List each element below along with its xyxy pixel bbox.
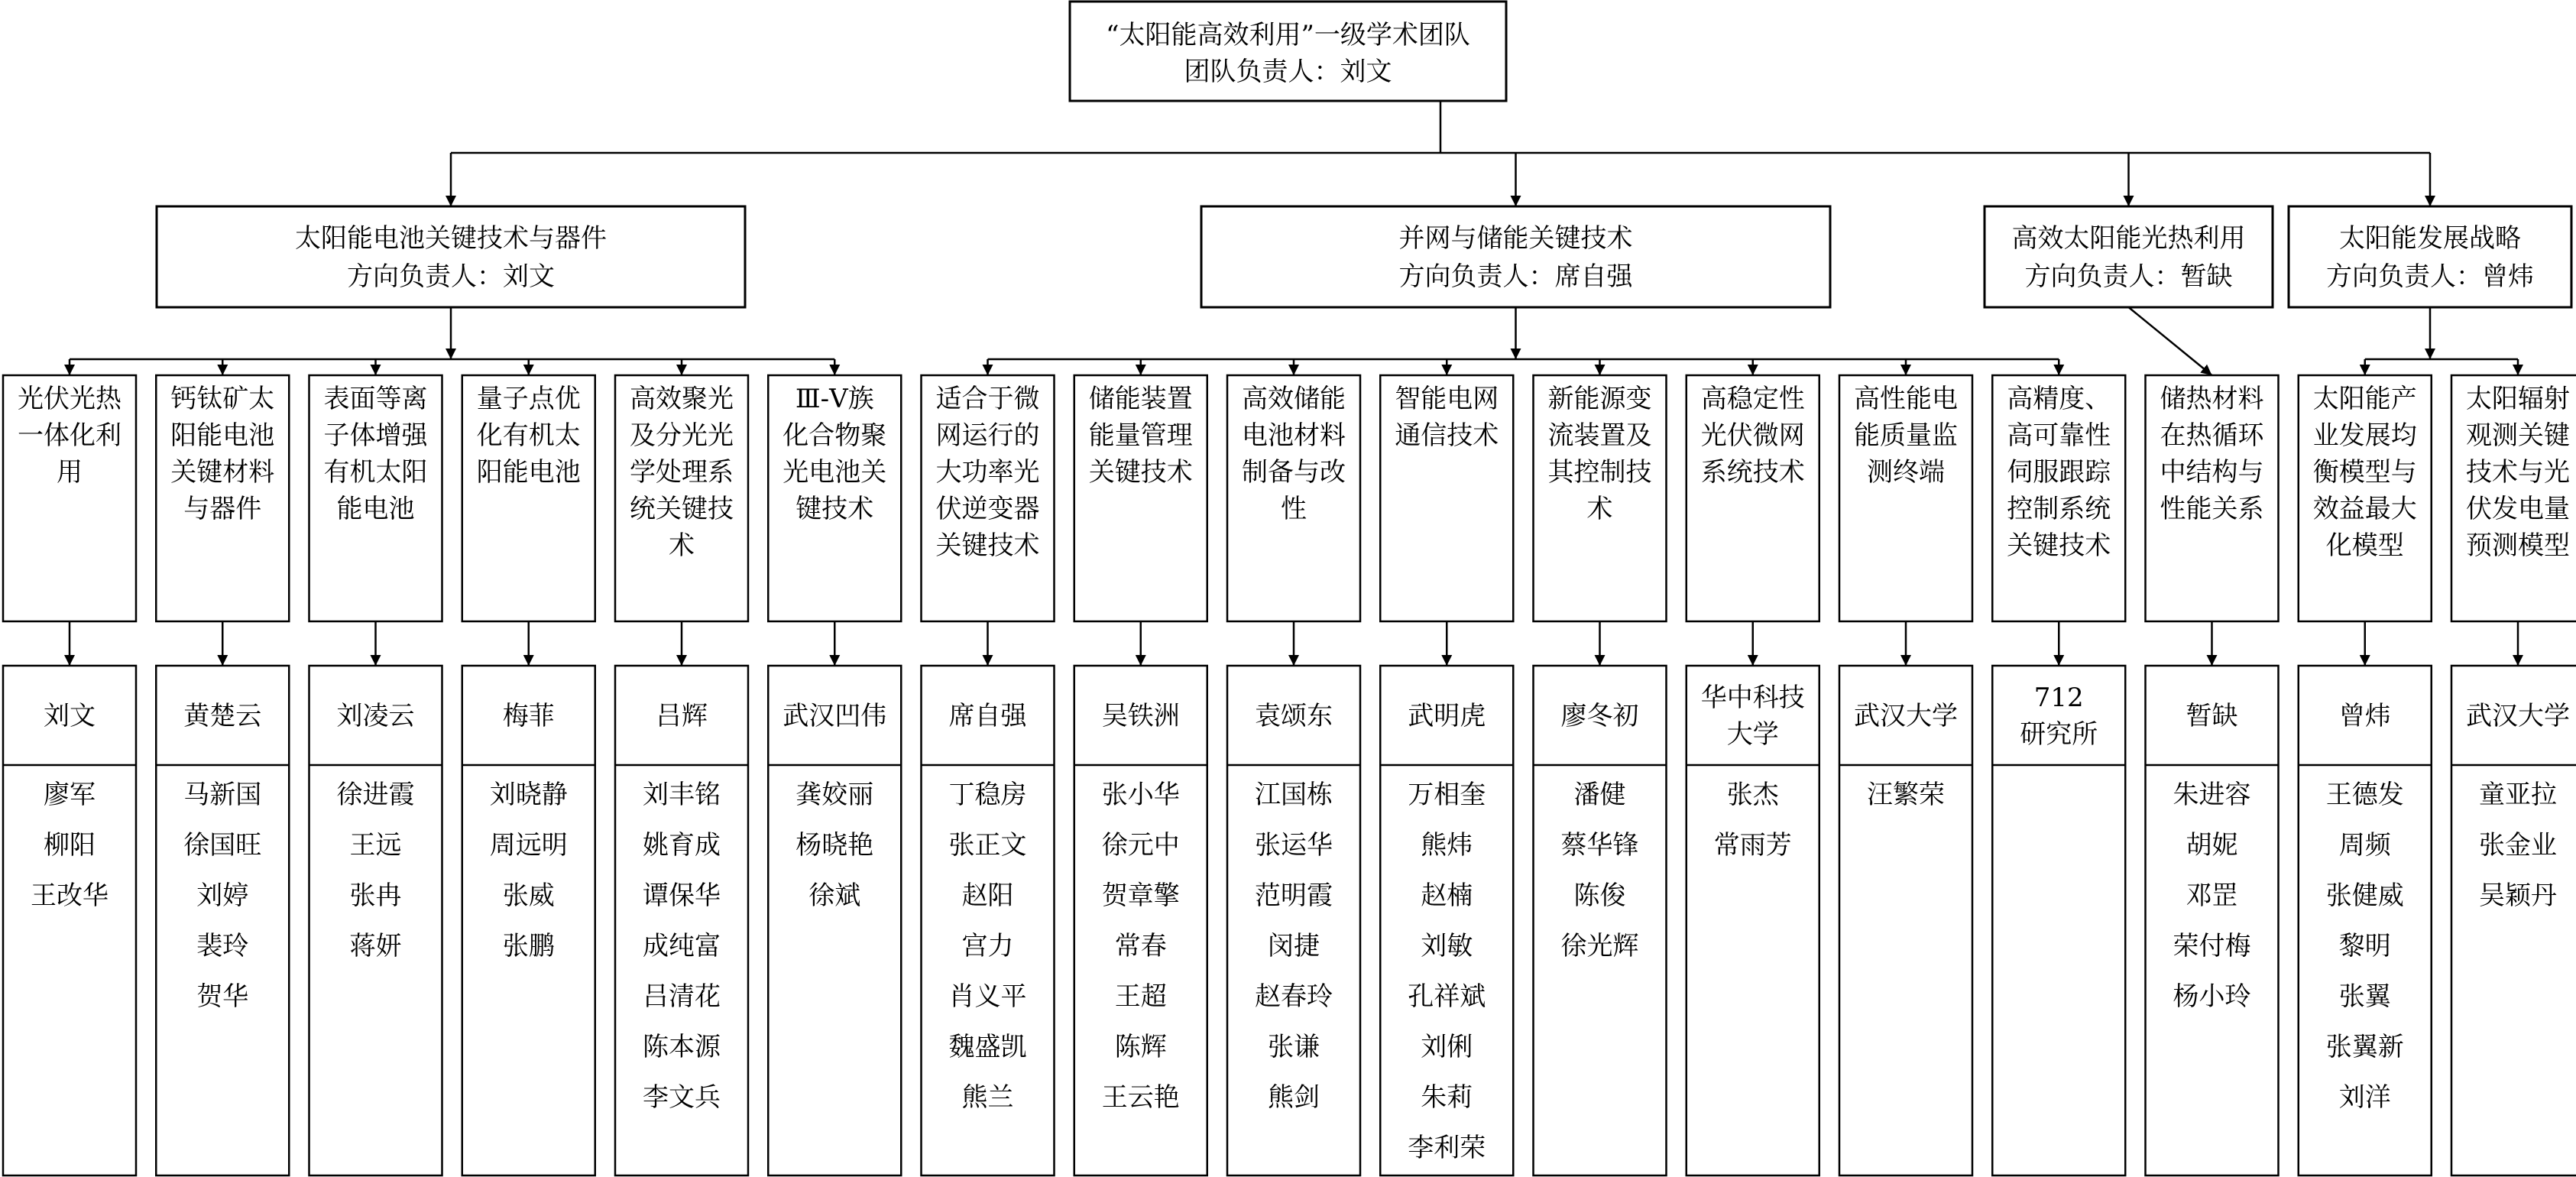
direction-nodes: [157, 206, 2571, 307]
member-name: 魏盛凯: [948, 1032, 1027, 1062]
member-box: [1534, 666, 1667, 1175]
member-name: 徐进霞: [336, 780, 415, 810]
member-name: 胡妮: [2186, 830, 2238, 861]
member-name: 赵阳: [961, 880, 1014, 911]
member-name: 常雨芳: [1713, 830, 1792, 861]
topic-title-line: 化合物聚: [783, 420, 887, 451]
member-name: 贺华: [196, 981, 249, 1012]
member-name: 潘健: [1573, 780, 1626, 810]
member-name: 刘丰铭: [643, 780, 721, 810]
topic-column-9: [1227, 375, 1360, 1175]
topic-title-line: 与器件: [183, 494, 262, 524]
topic-lead: 吴铁洲: [1101, 701, 1180, 731]
direction-title: 太阳能发展战略: [2339, 223, 2521, 254]
topic-title-line: 伏发电量: [2466, 494, 2570, 524]
topic-title-line: 阳能电池: [476, 457, 581, 488]
member-name: 陈辉: [1114, 1032, 1167, 1062]
member-box: [3, 666, 136, 1175]
member-name: 熊炜: [1421, 830, 1473, 861]
topic-title-line: 智能电网: [1395, 384, 1499, 414]
topic-lead: 刘凌云: [336, 701, 415, 731]
member-name: 张翼: [2338, 981, 2391, 1012]
topic-title-line: 化模型: [2325, 530, 2404, 561]
topic-title-line: 一体化利: [18, 420, 122, 451]
root-node: [1070, 2, 1506, 101]
member-name: 刘俐: [1421, 1032, 1473, 1062]
topic-column-6: [768, 375, 901, 1175]
member-name: 王德发: [2325, 780, 2404, 810]
member-name: 裴玲: [196, 931, 249, 961]
topic-title-line: 中结构与: [2160, 457, 2264, 488]
topic-column-10: [1380, 375, 1513, 1175]
topic-column-12: [1687, 375, 1819, 1175]
member-name: 张冉: [349, 880, 402, 911]
topic-columns: [3, 375, 2576, 1175]
member-name: 张健威: [2325, 880, 2404, 911]
topic-column-1: [3, 375, 136, 1175]
topic-lead: 袁颂东: [1255, 701, 1333, 731]
topic-title-line: 阳能电池: [170, 420, 275, 451]
member-name: 常春: [1114, 931, 1167, 961]
member-box: [768, 666, 901, 1175]
topic-title-line: 伏逆变器: [935, 494, 1040, 524]
topic-lead: 武汉凹伟: [783, 701, 887, 731]
member-name: 江国栋: [1255, 780, 1333, 810]
member-box: [156, 666, 289, 1175]
member-name: 熊剑: [1268, 1082, 1320, 1113]
topic-title-line: 及分光光: [630, 420, 734, 451]
member-name: 王改华: [31, 880, 109, 911]
member-name: 马新国: [183, 780, 262, 810]
member-name: 赵楠: [1421, 880, 1473, 911]
topic-lead: 武汉大学: [1854, 701, 1958, 731]
member-name: 杨晓艳: [795, 830, 874, 861]
member-name: 陈俊: [1573, 880, 1626, 911]
topic-title-line: 高可靠性: [2007, 420, 2111, 451]
member-name: 徐光辉: [1560, 931, 1639, 961]
direction-title: 高效太阳能光热利用: [2011, 223, 2246, 254]
member-box: [462, 666, 595, 1175]
member-name: 廖军: [44, 780, 96, 810]
member-name: 黎明: [2338, 931, 2391, 961]
topic-title-line: 术: [1586, 494, 1613, 524]
topic-title-line: 网运行的: [935, 420, 1040, 451]
member-name: 张翼新: [2325, 1032, 2404, 1062]
direction-box: [157, 206, 745, 307]
topic-title-line: 流装置及: [1547, 420, 1652, 451]
direction-box: [2289, 206, 2571, 307]
direction-to-topic: [2129, 307, 2212, 375]
member-name: 朱莉: [1421, 1082, 1473, 1113]
direction-node-1: [157, 206, 745, 307]
topic-lead: 曾炜: [2338, 701, 2391, 731]
topic-column-7: [922, 375, 1055, 1175]
topic-title-line: 高稳定性: [1700, 384, 1805, 414]
direction-title: 并网与储能关键技术: [1398, 223, 1633, 254]
member-name: 谭保华: [643, 880, 721, 911]
topic-title-line: 高精度、: [2007, 384, 2111, 414]
topic-title-line: 制备与改: [1242, 457, 1346, 488]
member-name: 吕清花: [643, 981, 721, 1012]
member-name: 徐国旺: [183, 830, 262, 861]
topic-title-line: 预测模型: [2466, 530, 2570, 561]
member-name: 吴颖丹: [2479, 880, 2557, 911]
topic-title-line: 业发展均: [2312, 420, 2417, 451]
member-name: 张杰: [1726, 780, 1779, 810]
topic-column-8: [1074, 375, 1207, 1175]
topic-title-line: 量子点优: [476, 384, 581, 414]
topic-title-line: 太阳能产: [2312, 384, 2417, 414]
topic-lead: 大学: [1726, 719, 1779, 750]
member-name: 张鹏: [502, 931, 555, 961]
topic-title-line: 化有机太: [476, 420, 581, 451]
topic-title-line: 技术与光: [2466, 457, 2570, 488]
topic-title-line: 性: [1281, 494, 1307, 524]
member-name: 贺章擎: [1101, 880, 1180, 911]
topic-title-line: 控制系统: [2007, 494, 2111, 524]
member-name: 王超: [1114, 981, 1167, 1012]
member-name: 朱进容: [2173, 780, 2251, 810]
direction-leader: 方向负责人：席自强: [1398, 261, 1633, 292]
topic-lead: 712: [2033, 683, 2084, 713]
topic-title-line: 效益最大: [2312, 494, 2417, 524]
direction-node-2: [1201, 206, 1830, 307]
topic-title-line: 键技术: [795, 494, 874, 524]
member-name: 陈本源: [643, 1032, 721, 1062]
topic-title-line: 关键技术: [1088, 457, 1193, 488]
topic-title-line: 能质量监: [1854, 420, 1958, 451]
topic-title-line: 观测关键: [2466, 420, 2570, 451]
topic-title-line: 高性能电: [1854, 384, 1958, 414]
topic-column-16: [2299, 375, 2432, 1175]
member-name: 王远: [349, 830, 402, 861]
topic-title-line: 其控制技: [1547, 457, 1652, 488]
topic-title-line: 测终端: [1867, 457, 1945, 488]
topic-lead: 梅菲: [502, 701, 555, 731]
direction-leader: 方向负责人：曾炜: [2326, 261, 2534, 292]
topic-column-17: [2451, 375, 2576, 1175]
topic-lead: 黄楚云: [183, 701, 262, 731]
member-name: 蔡华锋: [1560, 830, 1639, 861]
member-name: 张威: [502, 880, 555, 911]
topic-title-line: 电池材料: [1242, 420, 1346, 451]
member-name: 柳阳: [44, 830, 96, 861]
topic-lead: 武汉大学: [2466, 701, 2570, 731]
direction-box: [1201, 206, 1830, 307]
root-leader: 团队负责人：刘文: [1184, 57, 1392, 87]
topic-title-line: 光伏微网: [1700, 420, 1805, 451]
topic-column-11: [1534, 375, 1667, 1175]
topic-lead: 席自强: [948, 701, 1027, 731]
topic-title-line: 在热循环: [2160, 420, 2264, 451]
direction-node-3: [1985, 206, 2273, 307]
topic-title-line: 通信技术: [1395, 420, 1499, 451]
member-name: 刘洋: [2338, 1082, 2391, 1113]
topic-column-14: [1992, 375, 2125, 1175]
topic-column-3: [309, 375, 442, 1175]
member-name: 王云艳: [1101, 1082, 1180, 1113]
topic-title-line: 关键材料: [170, 457, 275, 488]
member-name: 童亚拉: [2479, 780, 2557, 810]
member-name: 蒋妍: [349, 931, 402, 961]
member-name: 徐斌: [808, 880, 861, 911]
member-name: 张小华: [1101, 780, 1180, 810]
member-name: 周频: [2338, 830, 2391, 861]
member-name: 丁稳房: [948, 780, 1027, 810]
topic-title-line: 高效储能: [1242, 384, 1346, 414]
topic-column-2: [156, 375, 289, 1175]
topic-lead: 廖冬初: [1560, 701, 1639, 731]
topic-title-line: 关键技术: [935, 530, 1040, 561]
topic-lead: 研究所: [2020, 719, 2098, 750]
topic-title-line: 统关键技: [630, 494, 734, 524]
topic-column-13: [1839, 375, 1972, 1175]
topic-lead: 吕辉: [656, 701, 708, 731]
member-name: 张谦: [1268, 1032, 1320, 1062]
direction-leader: 方向负责人：暂缺: [2024, 261, 2233, 292]
topic-title-line: 光电池关: [783, 457, 887, 488]
topic-column-4: [462, 375, 595, 1175]
topic-title-line: 储热材料: [2160, 384, 2264, 414]
member-name: 范明霞: [1255, 880, 1333, 911]
member-name: 李文兵: [643, 1082, 721, 1113]
direction-leader: 方向负责人：刘文: [347, 261, 555, 292]
direction-title: 太阳能电池关键技术与器件: [295, 223, 607, 254]
member-name: 张金业: [2479, 830, 2557, 861]
member-name: 刘敏: [1421, 931, 1473, 961]
member-name: 杨小玲: [2173, 981, 2251, 1012]
topic-title-line: 学处理系: [630, 457, 734, 488]
topic-title-line: 适合于微: [935, 384, 1040, 414]
member-name: 龚姣丽: [795, 780, 874, 810]
topic-title-line: Ⅲ-Ⅴ族: [795, 384, 874, 414]
topic-title-line: 有机太阳: [323, 457, 428, 488]
topic-title-line: 用: [57, 457, 83, 488]
topic-title-line: 钙钛矿太: [170, 384, 275, 414]
topic-title-line: 表面等离: [323, 384, 428, 414]
member-box: [309, 666, 442, 1175]
member-box: [1839, 666, 1972, 1175]
direction-box: [1985, 206, 2273, 307]
topic-title-line: 伺服跟踪: [2007, 457, 2111, 488]
member-name: 汪繁荣: [1867, 780, 1945, 810]
member-name: 肖义平: [948, 981, 1027, 1012]
topic-title-line: 术: [669, 530, 695, 561]
topic-title-line: 关键技术: [2007, 530, 2111, 561]
member-name: 姚育成: [643, 830, 721, 861]
root-title: “太阳能高效利用”一级学术团队: [1106, 20, 1470, 50]
topic-title-line: 能电池: [336, 494, 415, 524]
member-name: 张正文: [948, 830, 1027, 861]
topic-title-line: 储能装置: [1088, 384, 1193, 414]
member-name: 徐元中: [1101, 830, 1180, 861]
topic-column-5: [615, 375, 748, 1175]
member-name: 周远明: [489, 830, 568, 861]
topic-title-line: 太阳辐射: [2466, 384, 2570, 414]
topic-title-line: 系统技术: [1700, 457, 1805, 488]
topic-lead: 武明虎: [1408, 701, 1486, 731]
member-name: 万相奎: [1408, 780, 1486, 810]
member-name: 成纯富: [643, 931, 721, 961]
topic-title-line: 能量管理: [1088, 420, 1193, 451]
topic-column-15: [2146, 375, 2279, 1175]
member-name: 刘婷: [196, 880, 249, 911]
member-name: 刘晓静: [489, 780, 568, 810]
topic-title-line: 高效聚光: [630, 384, 734, 414]
member-box: [2146, 666, 2279, 1175]
topic-lead: 暂缺: [2186, 701, 2238, 731]
member-name: 李利荣: [1408, 1133, 1486, 1163]
member-name: 闵捷: [1268, 931, 1320, 961]
topic-title-line: 子体增强: [323, 420, 428, 451]
topic-title-line: 光伏光热: [18, 384, 122, 414]
topic-lead: 华中科技: [1700, 683, 1805, 713]
topic-title-line: 性能关系: [2160, 494, 2264, 524]
topic-title-line: 衡模型与: [2312, 457, 2417, 488]
member-box: [2451, 666, 2576, 1175]
member-name: 孔祥斌: [1408, 981, 1486, 1012]
topic-lead: 刘文: [44, 701, 96, 731]
direction-node-4: [2289, 206, 2571, 307]
member-name: 赵春玲: [1255, 981, 1333, 1012]
member-name: 邓罡: [2186, 880, 2238, 911]
member-name: 熊兰: [961, 1082, 1014, 1113]
topic-title-line: 大功率光: [935, 457, 1040, 488]
member-name: 宫力: [961, 931, 1014, 961]
topic-title-line: 新能源变: [1547, 384, 1652, 414]
member-name: 张运华: [1255, 830, 1333, 861]
member-name: 荣付梅: [2173, 931, 2251, 961]
